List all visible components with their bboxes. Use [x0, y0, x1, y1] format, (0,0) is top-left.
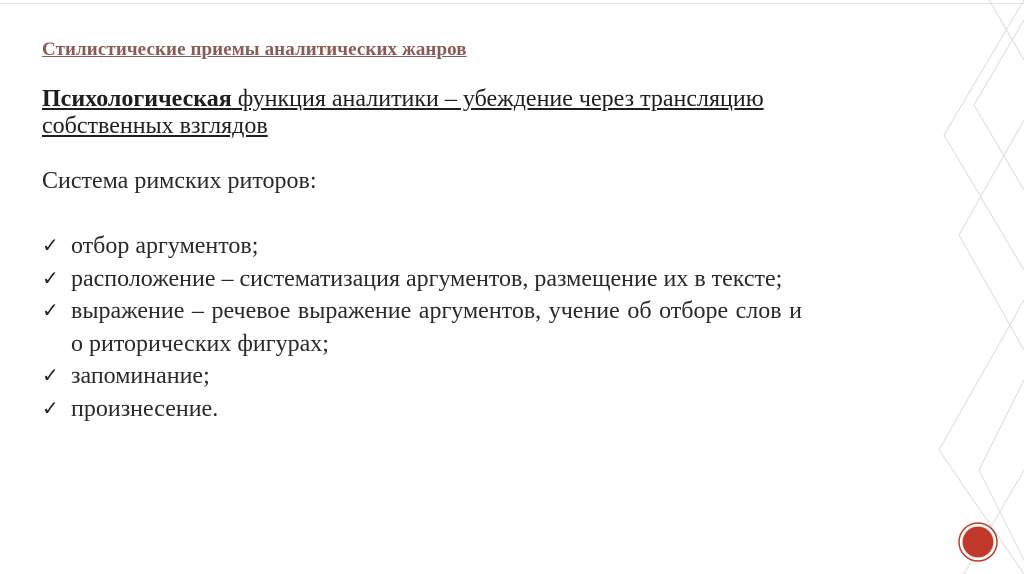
- list-item-text: запоминание;: [71, 363, 210, 389]
- list-item-text: произнесение.: [71, 395, 219, 422]
- next-slide-button[interactable]: [958, 522, 998, 562]
- slide-heading: Стилистические приемы аналитических жанров: [42, 39, 467, 60]
- list-item-text: выражение – речевое выражение аргументов, учение об отборе слов и о риторических фигурах;: [71, 298, 802, 357]
- check-icon: ✓: [42, 235, 59, 257]
- next-slide-circle-icon: [958, 522, 998, 562]
- subheading-bold-term: Психологическая: [42, 86, 232, 112]
- check-icon: ✓: [42, 267, 59, 290]
- list-item: [42, 263, 802, 296]
- list-item: [42, 393, 802, 426]
- check-icon: ✓: [42, 300, 59, 322]
- list-item: [42, 230, 802, 263]
- intro-text: Система римских риторов:: [42, 168, 317, 194]
- decorative-chevron-lines: [904, 0, 1024, 574]
- list-item: [42, 295, 802, 360]
- list-item-text: отбор аргументов;: [71, 233, 259, 259]
- check-icon: ✓: [42, 365, 59, 387]
- list-item: [42, 360, 802, 393]
- bullet-list: [42, 230, 802, 425]
- subheading-text: функция аналитики – убеждение через трансляцию собственных взглядов: [42, 86, 764, 139]
- top-border-line: [0, 3, 1024, 4]
- slide-subheading: [42, 86, 802, 140]
- list-item-text: расположение – систематизация аргументов, размещение их в тексте;: [71, 265, 783, 292]
- check-icon: ✓: [42, 397, 59, 420]
